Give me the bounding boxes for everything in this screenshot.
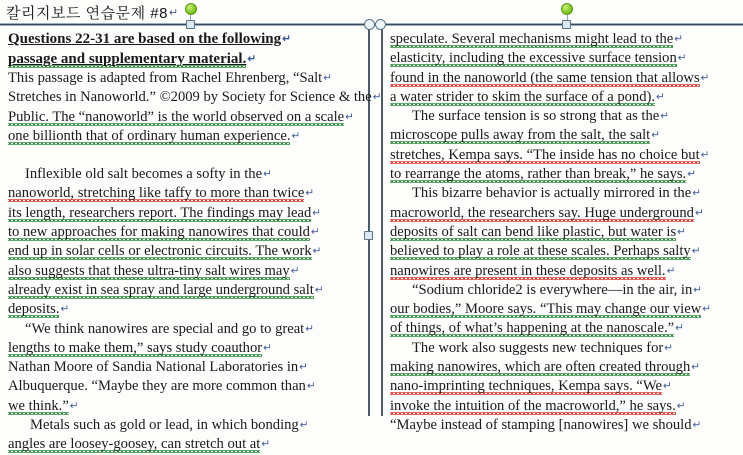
body-line (390, 377, 740, 396)
eol-mark: ↵ (345, 110, 354, 123)
eol-mark: ↵ (60, 303, 70, 316)
source-note-paragraph (8, 69, 382, 146)
body-line-text: a water strider to skim the surface of a pond). (390, 88, 656, 105)
body-line-text: end up in solar cells or electronic circuits. The work (8, 243, 312, 260)
body-line (390, 281, 740, 300)
eol-mark: ↵ (306, 380, 316, 393)
eol-mark: ↵ (299, 361, 308, 374)
body-paragraph (390, 281, 740, 339)
eol-mark: ↵ (694, 206, 704, 219)
eol-mark: ↵ (692, 187, 702, 200)
body-line-text: nanowires are present in these deposits as well. (390, 262, 666, 279)
body-line (8, 377, 360, 396)
body-line (8, 242, 360, 261)
eol-mark: ↵ (323, 72, 333, 84)
eol-mark: ↵ (263, 168, 272, 181)
paragraph-spacer (8, 146, 360, 165)
body-line-text: elasticity, including the excessive surface tension (390, 50, 677, 67)
source-note-line (8, 69, 360, 88)
source-note-line (8, 108, 360, 127)
text-column-right[interactable] (390, 30, 740, 435)
body-line-text: our bodies,” Moore says. “This may change our view (390, 301, 702, 318)
eol-mark: ↵ (261, 438, 271, 451)
body-line-text: microscope pulls away from the salt, the salt (390, 127, 651, 144)
body-line (8, 397, 360, 416)
body-line (390, 146, 740, 165)
column-link-handle-left[interactable] (364, 19, 375, 30)
body-line-text: also suggests that these ultra-tiny salt wires may (8, 262, 290, 279)
body-paragraph (390, 339, 740, 435)
body-line-text: The work also suggests new techniques for (412, 339, 664, 356)
body-line-text: Inflexible old salt becomes a softy in the (25, 166, 263, 183)
body-line-text: “Sodium chloride2 is everywhere—in the air, in (412, 281, 693, 298)
body-paragraph (8, 165, 360, 319)
body-line-text: its length, researchers report. The findings may lead (8, 204, 312, 221)
body-line-text: Metals such as gold or lead, in which bonding (30, 417, 299, 434)
eol-mark: ↵ (282, 33, 291, 45)
source-note-line (8, 88, 382, 107)
body-line (8, 262, 360, 281)
eol-mark: ↵ (674, 33, 684, 45)
eol-mark: ↵ (651, 129, 660, 142)
body-line (8, 300, 360, 319)
eol-mark: ↵ (247, 52, 257, 65)
body-line (8, 223, 360, 242)
eol-mark: ↵ (312, 245, 322, 258)
eol-mark: ↵ (664, 341, 674, 354)
passage-heading (8, 30, 360, 69)
body-line-text: stretches, Kempa says. “The inside has no choice but (390, 146, 700, 163)
body-line-text: making nanowires, which are often created through (390, 359, 691, 376)
body-paragraph (390, 184, 740, 280)
body-line (8, 204, 360, 223)
eol-mark: ↵ (69, 399, 79, 412)
body-line (390, 358, 740, 377)
heading-line-1-text: Questions 22-31 are based on the following (8, 31, 282, 47)
body-line (390, 126, 740, 145)
eol-mark: ↵ (691, 361, 701, 374)
body-line-text: invoke the intuition of the macroworld,” he says. (390, 397, 676, 414)
body-line (8, 184, 360, 203)
eol-mark: ↵ (290, 264, 300, 277)
heading-line-1 (8, 30, 360, 50)
eol-mark: ↵ (372, 91, 382, 104)
body-line-text: “We think nanowires are special and go to great (25, 320, 305, 337)
body-line-text: nanoworld, stretching like taffy to more than twice (8, 185, 305, 202)
body-line (390, 319, 740, 338)
body-line-text: we think.” (8, 397, 69, 414)
eol-mark: ↵ (305, 322, 315, 335)
body-line-text: “Maybe instead of stamping [nanowires] we should (390, 416, 692, 433)
body-line (390, 165, 740, 184)
eol-mark: ↵ (312, 206, 322, 219)
eol-mark: ↵ (291, 129, 301, 142)
column-divider-right-line (381, 24, 383, 416)
body-line-text: of things, of what’s happening at the nanoscale.” (390, 320, 675, 337)
eol-mark: ↵ (263, 341, 272, 354)
eol-mark: ↵ (299, 419, 309, 432)
body-line (390, 242, 740, 261)
body-line-text: speculate. Several mechanisms might lead to the (390, 31, 674, 47)
body-line (390, 69, 740, 88)
body-line (8, 358, 360, 377)
rotation-handle-2[interactable] (561, 3, 573, 15)
body-line (8, 339, 360, 358)
eol-mark: ↵ (687, 168, 697, 181)
heading-line-2 (8, 50, 360, 70)
body-line-text: believed to play a role at these scales. Perhaps salty (390, 243, 691, 260)
eol-mark: ↵ (662, 380, 672, 393)
header-title-text: 칼리지보드 연습문제 #8 (6, 5, 168, 22)
body-line (390, 88, 740, 107)
body-line-text: nano-imprinting techniques, Kempa says. “We (390, 378, 662, 395)
rotation-handle-1[interactable] (185, 3, 197, 15)
document-header-title (6, 2, 179, 23)
body-line-text: to new approaches for making nanowires that could (8, 224, 310, 241)
eol-mark: ↵ (700, 71, 710, 84)
column-link-handle-right[interactable] (375, 19, 386, 30)
body-line-text: angles are loosey-goosey, can stretch out at (8, 436, 261, 453)
source-note-text: one billionth that of ordinary human experience. (8, 127, 291, 144)
eol-mark: ↵ (660, 110, 670, 123)
body-line (390, 30, 740, 49)
eol-mark: ↵ (666, 264, 676, 277)
body-line (390, 107, 740, 126)
body-line-text: found in the nanoworld (the same tension that allows (390, 69, 700, 86)
body-line (390, 300, 740, 319)
body-line (390, 416, 740, 435)
body-paragraph (390, 107, 740, 184)
eol-mark: ↵ (676, 399, 686, 412)
body-line (8, 165, 360, 184)
heading-line-2-text: passage and supplementary material. (8, 50, 247, 67)
eol-mark: ↵ (675, 322, 684, 335)
body-line-text: deposits of salt can bend like plastic, but water is (390, 223, 677, 240)
body-line (8, 435, 360, 454)
line-break-mark: ↵ (168, 7, 179, 19)
eol-mark: ↵ (656, 90, 665, 103)
eol-mark: ↵ (702, 303, 712, 316)
eol-mark: ↵ (677, 52, 687, 65)
body-line (390, 262, 740, 281)
body-line (390, 204, 740, 223)
eol-mark: ↵ (310, 226, 320, 239)
text-column-left[interactable] (8, 30, 382, 455)
body-line (8, 320, 360, 339)
body-line-text: Nathan Moore of Sandia National Laboratories in (8, 359, 299, 376)
eol-mark: ↵ (691, 245, 701, 258)
source-note-text: This passage is adapted from Rachel Ehrenberg, “Salt (8, 70, 323, 86)
source-note-text: Public. The “nanoworld” is the world observed on a scale (8, 108, 345, 125)
eol-mark: ↵ (693, 283, 703, 296)
body-paragraph (390, 30, 740, 107)
body-line-text: The surface tension is so strong that as the (412, 108, 660, 125)
body-line-text: lengths to make them,” says study coauthor (8, 339, 263, 356)
body-line-text: macroworld, the researchers say. Huge underground (390, 204, 694, 221)
body-line-text: Albuquerque. “Maybe they are more common than (8, 378, 306, 395)
body-line (390, 49, 740, 68)
resize-handle-top-2[interactable] (562, 20, 571, 29)
eol-mark: ↵ (314, 283, 324, 296)
body-line (390, 397, 740, 416)
eol-mark: ↵ (677, 225, 686, 238)
body-line-text: to rearrange the atoms, rather than break,” he says. (390, 166, 687, 183)
body-line (390, 223, 740, 242)
body-line-text: deposits. (8, 301, 60, 318)
body-paragraph (8, 416, 360, 455)
column-divider-left-line (368, 24, 370, 416)
eol-mark: ↵ (692, 418, 702, 431)
body-paragraph (8, 320, 360, 416)
eol-mark: ↵ (700, 148, 710, 161)
body-line (8, 281, 360, 300)
resize-handle-top-1[interactable] (186, 20, 195, 29)
source-note-line (8, 127, 360, 146)
body-line-text: This bizarre behavior is actually mirrored in the (412, 185, 692, 202)
body-line (390, 184, 740, 203)
body-line-text: already exist in sea spray and large underground salt (8, 281, 314, 298)
body-line (8, 416, 360, 435)
eol-mark: ↵ (305, 187, 315, 200)
source-note-text: Stretches in Nanoworld.” ©2009 by Society for Science & the (8, 89, 372, 106)
body-line (390, 339, 740, 358)
column-resize-handle-middle[interactable] (364, 231, 373, 240)
